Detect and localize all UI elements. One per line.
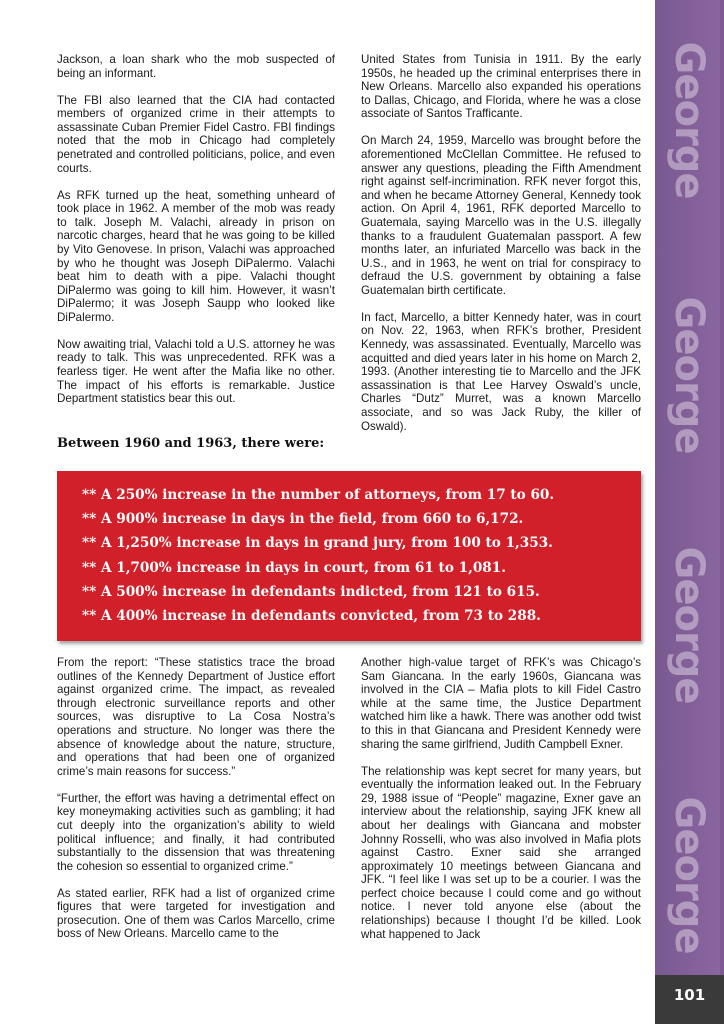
paragraph: On March 24, 1959, Marcello was brought before the aforementioned McClellan Committee. He refused to answer any questions, pleading the Fifth Amendment right against self-incrimination. RFK never forgot this, and when he became Attorney General, Kennedy took action. On April 4, 1961, RFK deported Marcello to Guatemala, saying Marcello was in the U.S. illegally thanks to a fraudulent Guatemalan passport. A few months later, an infuriated Marcello was back in the U.S., and in 1963, he went on trial for conspiracy to defraud the U.S. government by obtaining a false Guatemalan birth certificate. <box>361 134 641 297</box>
paragraph: In fact, Marcello, a bitter Kennedy hater, was in court on Nov. 22, 1963, when RFK’s brother, President Kennedy, was assassinated. Eventually, Marcello was acquitted and died years later in his home on March 2, 1993. (Another interesting tie to Marcello and the JFK assassination is that Lee Harvey Oswald’s uncle, Charles “Dutz” Murret, was a known Marcello associate, and so was Jack Ruby, the killer of Oswald). <box>361 310 641 433</box>
paragraph: Another high-value target of RFK’s was Chicago’s Sam Giancana. In the early 1960s, Giancana was involved in the CIA – Mafia plots to kill Fidel Castro while at the same time, the Justice Department watched him like a hawk. There was another odd twist to this in that Giancana and President Kennedy were sharing the same girlfriend, Judith Campbell Exner. <box>361 656 641 751</box>
column-top-right <box>361 53 641 447</box>
paragraph: From the report: “These statistics trace the broad outlines of the Kennedy Department of Justice effort against organized crime. The impact, as revealed through electronic surveillance reports and other sources, was disruptive to La Cosa Nostra’s operations and structure. No longer was there the absence of knowledge about the nature, structure, and operations that had been one of organized crime’s main reasons for success.” <box>57 656 335 778</box>
paragraph: Now awaiting trial, Valachi told a U.S. attorney he was ready to talk. This was unprecedented. RFK was a fearless tiger. He went after the Mafia like no other. The impact of his efforts is remarkable. Justice Department statistics bear this out. <box>57 337 335 406</box>
paragraph: As stated earlier, RFK had a list of organized crime figures that were targeted for investigation and prosecution. One of them was Carlos Marcello, crime boss of New Orleans. Marcello came to the <box>57 886 335 941</box>
column-bottom-right <box>361 656 641 955</box>
stat-line: ** A 1,700% increase in days in court, from 61 to 1,081. <box>82 559 506 576</box>
paragraph: United States from Tunisia in 1911. By the early 1950s, he headed up the criminal enterprises there in New Orleans. Marcello also expanded his operations to Dallas, Chicago, and Florida, where he was a close associate of Santos Trafficante. <box>361 53 641 121</box>
page-number: 101 <box>655 975 724 1024</box>
stat-line: ** A 900% increase in days in the field, from 660 to 6,172. <box>82 511 524 528</box>
stat-line: ** A 1,250% increase in days in grand jury, from 100 to 1,353. <box>82 535 553 552</box>
magazine-sidebar <box>655 0 724 1024</box>
sidebar-brand-watermark: George <box>666 796 712 954</box>
stats-lead-heading: Between 1960 and 1963, there were: <box>57 436 325 451</box>
paragraph: As RFK turned up the heat, something unheard of took place in 1962. A member of the mob was ready to talk. Joseph M. Valachi, already in prison on narcotic charges, heard that he was going to be killed by Vito Genovese. In prison, Valachi was approached by who he thought was Joseph DiPalermo. Valachi beat him to death with a pipe. Valachi thought DiPalermo was going to kill him. However, it wasn’t DiPalermo; it was Joseph Saupp who looked like DiPalermo. <box>57 188 335 324</box>
paragraph: Jackson, a loan shark who the mob suspected of being an informant. <box>57 53 335 80</box>
stat-line: ** A 500% increase in defendants indicted, from 121 to 615. <box>82 583 540 600</box>
column-top-left <box>57 53 335 419</box>
sidebar-brand-watermark: George <box>666 296 712 454</box>
column-bottom-left <box>57 656 335 954</box>
stat-line: ** A 250% increase in the number of attorneys, from 17 to 60. <box>82 487 555 503</box>
paragraph: “Further, the effort was having a detrimental effect on key moneymaking activities such as gambling; it had cut deeply into the organization’s ability to wield political influence; and finally, it had contributed substantially to the dissension that was threatening the cohesion so essential to organized crime.” <box>57 791 335 873</box>
statistics-callout-box <box>57 471 641 641</box>
sidebar-brand-watermark: George <box>666 546 712 704</box>
stat-line: ** A 400% increase in defendants convicted, from 73 to 288. <box>82 608 541 625</box>
sidebar-brand-watermark: George <box>666 41 712 199</box>
paragraph: The FBI also learned that the CIA had contacted members of organized crime in their attempts to assassinate Cuban Premier Fidel Castro. FBI findings noted that the mob in Chicago had completely penetrated and controlled politicians, police, and even courts. <box>57 93 335 175</box>
paragraph: The relationship was kept secret for many years, but eventually the information leaked out. In the February 29, 1988 issue of “People” magazine, Exner gave an interview about the relationship, saying JFK knew all about her dealings with Giancana and mobster Johnny Rosselli, who was also involved in Mafia plots against Castro. Exner said she arranged approximately 10 meetings between Giancana and JFK. “I feel like I was set up to be a courier. I was the perfect choice because I could come and go without notice. I never told anyone else (about the relationships) because I thought I’d be killed. Look what happened to Jack <box>361 764 641 941</box>
